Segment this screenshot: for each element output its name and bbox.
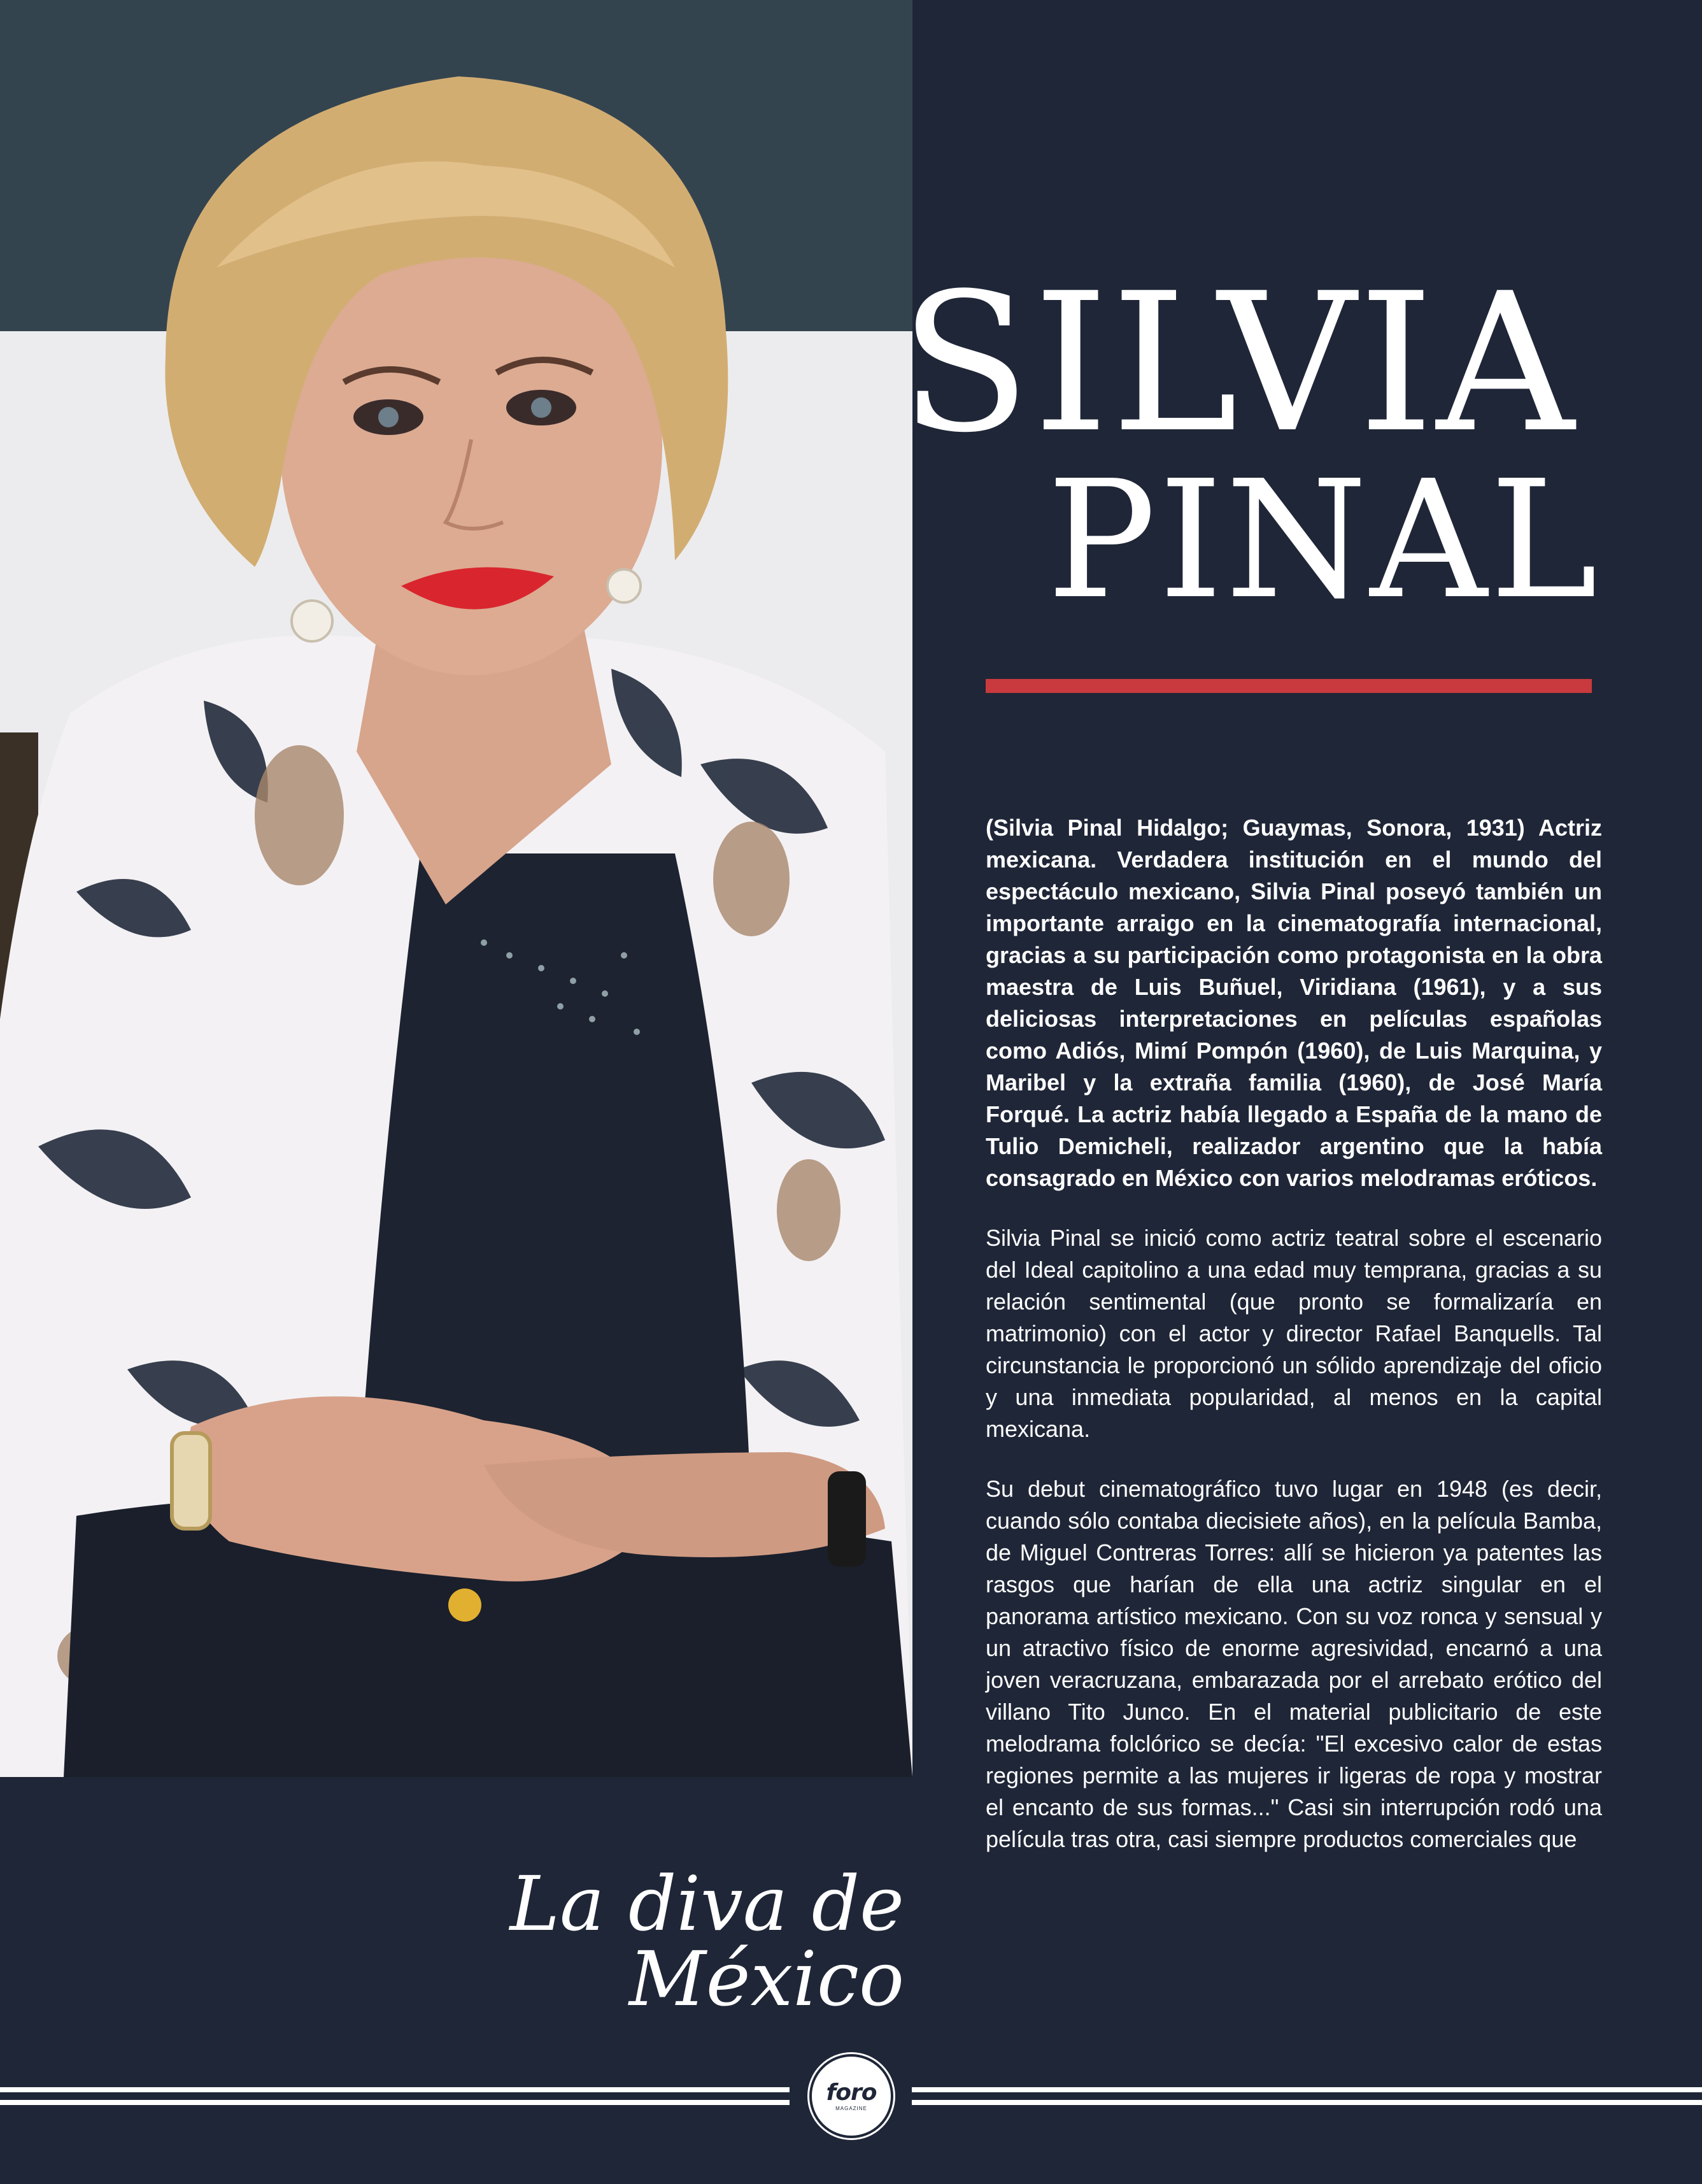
article-paragraph: Su debut cinematográfico tuvo lugar en 1948 (es decir, cuando sólo contaba diecisiete años), en la película Bamba, de Miguel Contreras Torres: allí se hicieron ya patentes las rasgos que harían de ella una actriz singular en el panorama artístico mexicano. Con su voz ronca y sensual y un atractivo físico de enorme agresividad, encarnó a una joven veracruzana, embarazada por el arrebato erótico del villano Tito Junco. En el material publicitario de este melodrama folclórico se decía: "El excesivo calor de estas regiones permite a las mujeres ir ligeras de ropa y mostrar el encanto de sus formas..." Casi sin interrupción rodó una película tras otra, casi siempre productos comerciales que [986, 1476, 1602, 1852]
article-paragraph: Silvia Pinal se inició como actriz teatral sobre el escenario del Ideal capitolino a una edad muy temprana, gracias a su relación sentimental (que pronto se formalizaría en matrimonio) con el actor y director Rafael Banquells. Tal circunstancia le proporcionó un sólido aprendizaje del oficio y una inmediata popularidad, al menos en la capital mexicana. [986, 1225, 1602, 1442]
tagline: La diva de México [509, 1860, 904, 2023]
footer-rule-left-bottom [0, 2100, 790, 2105]
accent-divider [986, 679, 1592, 693]
title-line-1: SILVIA [900, 252, 1577, 475]
logo-subtext: MAGAZINE [835, 2105, 867, 2111]
footer-rule-right-top [912, 2087, 1702, 2092]
article-body [986, 812, 1602, 1855]
footer-rule-right-bottom [912, 2100, 1702, 2105]
portrait-photo [0, 0, 912, 1777]
logo-wordmark: foro [826, 2079, 877, 2106]
article-paragraph-lead: (Silvia Pinal Hidalgo; Guaymas, Sonora, 1931) Actriz mexicana. Verdadera institución en el mundo del espectáculo mexicano, Silvia Pinal poseyó también un importante arraigo en la cinematografía internacional, gracias a su participación como protagonista en la obra maestra de Luis Buñuel, Viridiana (1961), y a sus deliciosas interpretaciones en películas españolas como Adiós, Mimí Pompón (1960), de Luis Marquina, y Maribel y la extraña familia (1960), de José María Forqué. La actriz había llegado a España de la mano de Tulio Demicheli, realizador argentino que la había consagrado en México con varios melodramas eróticos. [986, 815, 1602, 1191]
portrait-illustration [0, 0, 912, 1777]
footer-rule-left-top [0, 2087, 790, 2092]
page-title [900, 252, 1600, 636]
title-line-2: PINAL [1047, 446, 1600, 636]
foro-magazine-logo [809, 2054, 893, 2138]
